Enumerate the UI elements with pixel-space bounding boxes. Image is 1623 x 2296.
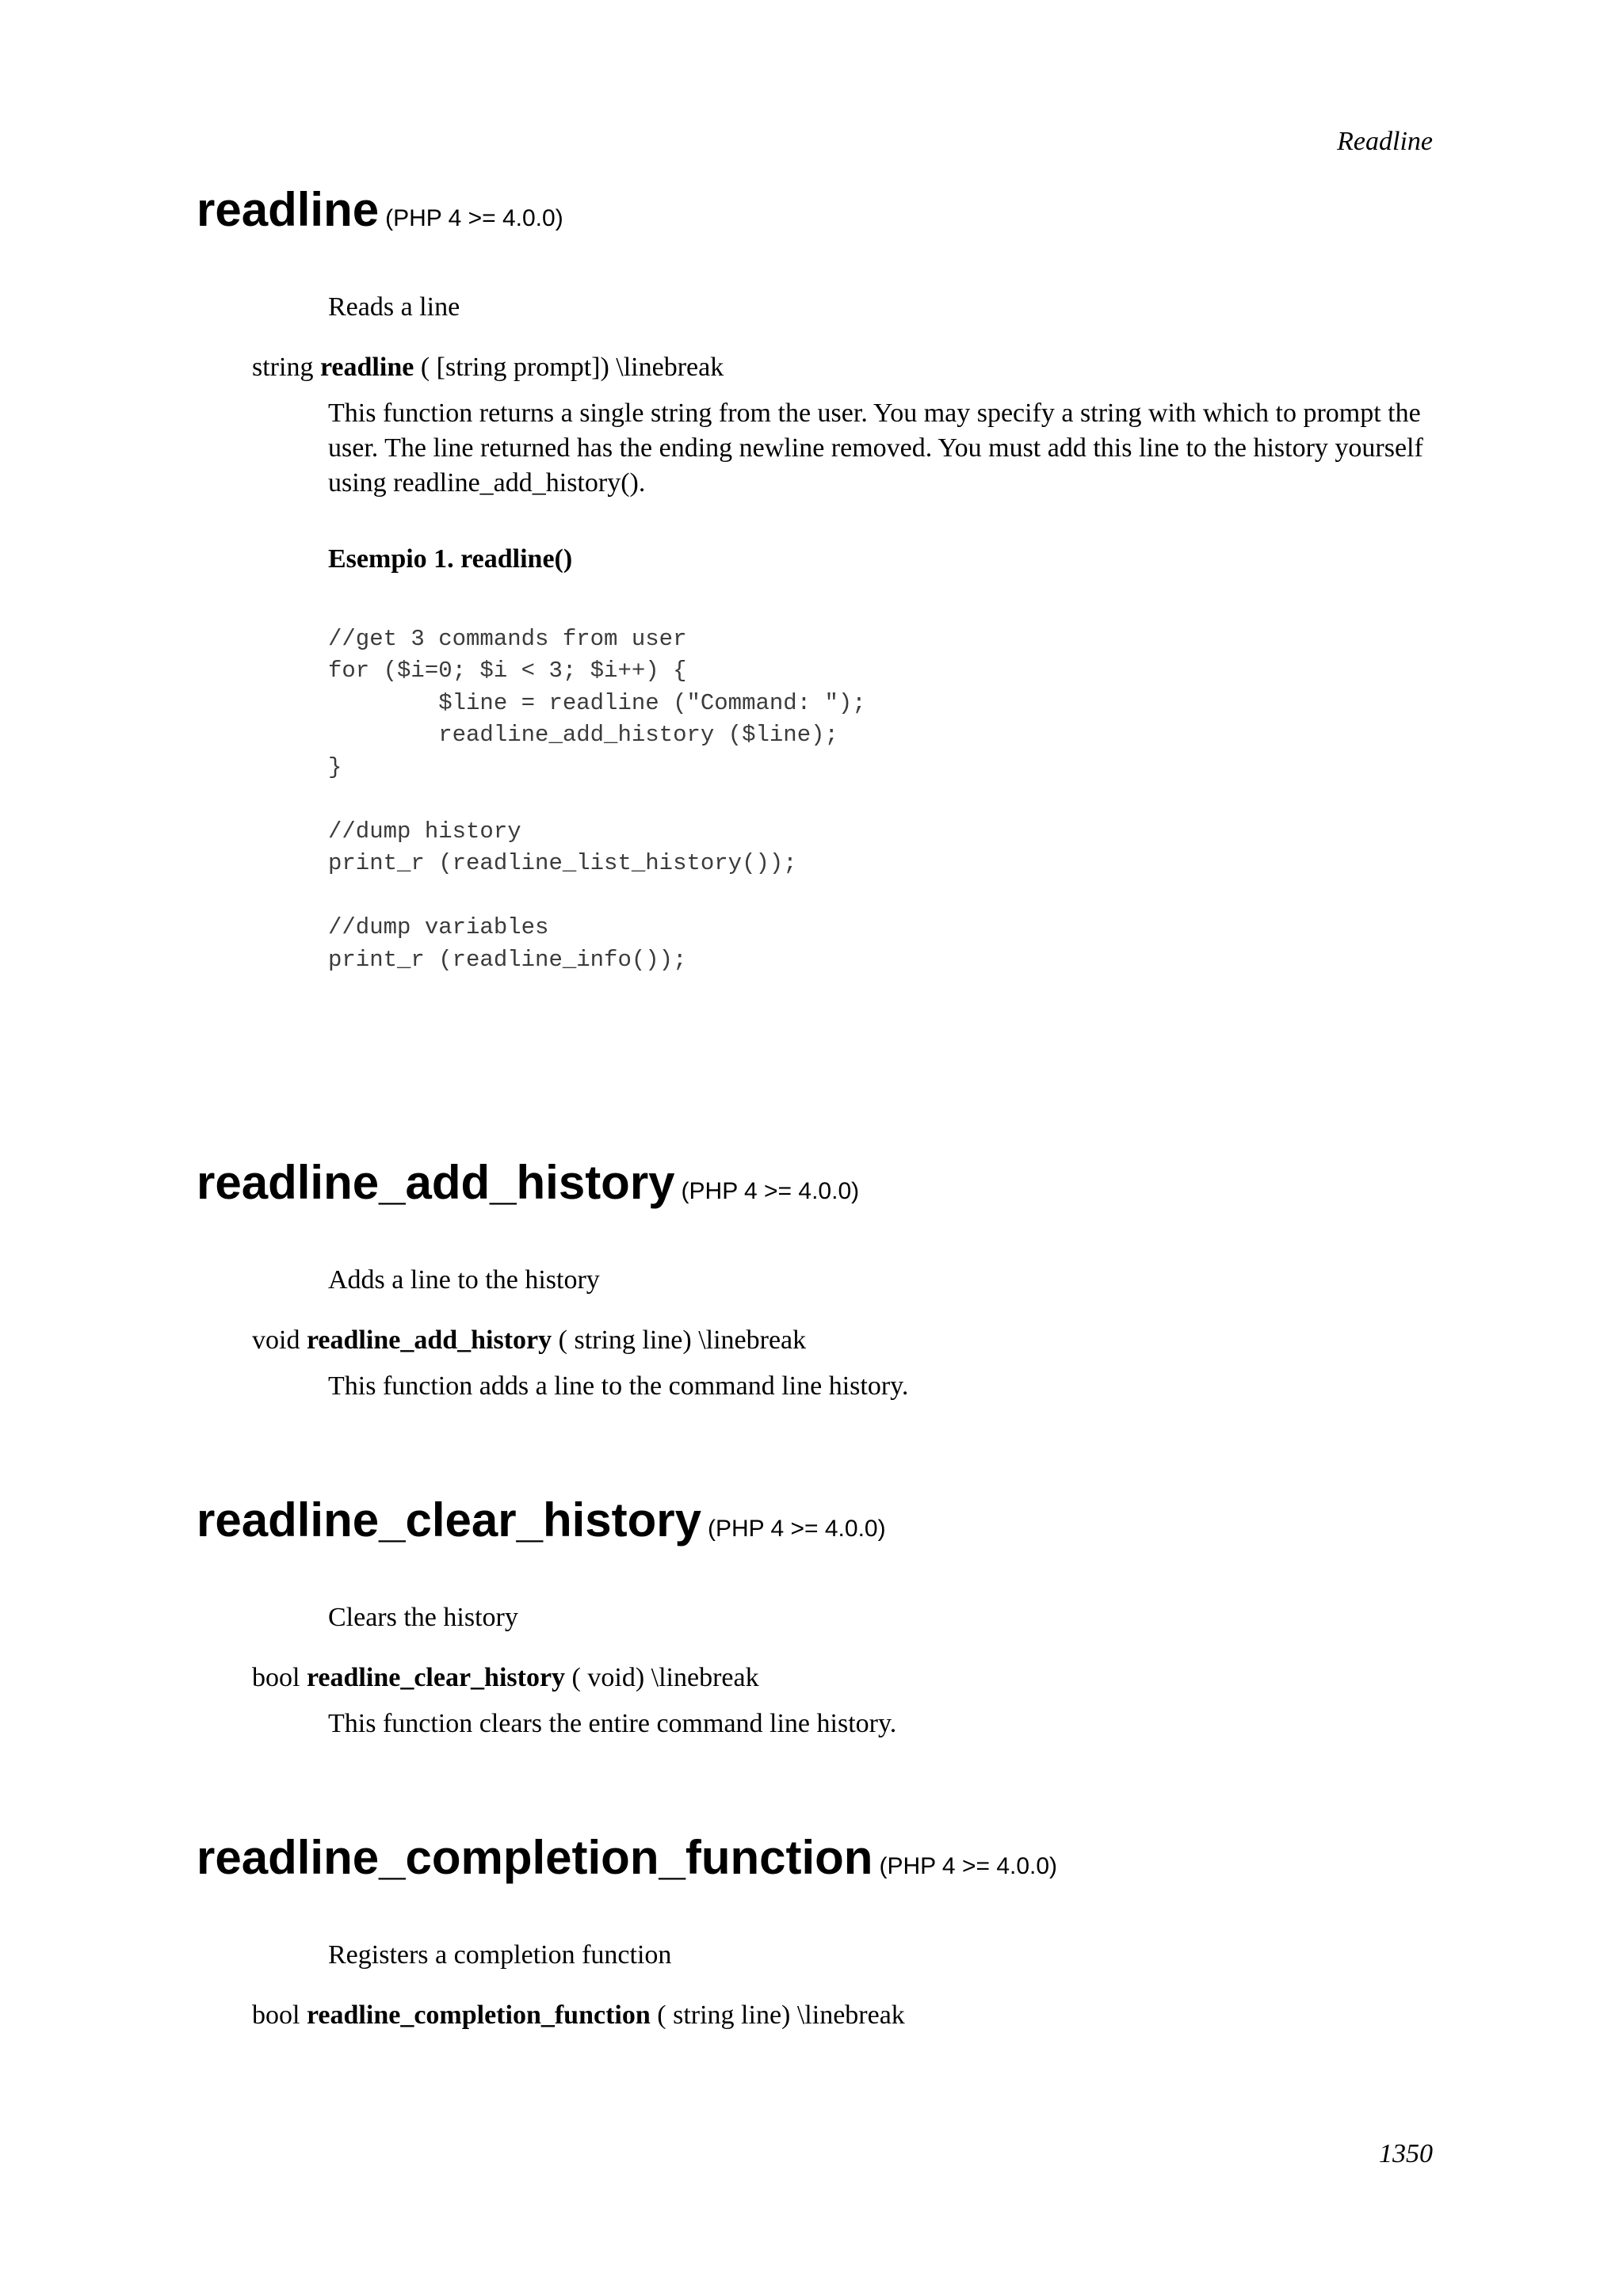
code-line bbox=[328, 880, 1433, 913]
page-number: 1350 bbox=[1379, 2139, 1433, 2168]
entry-readline-clear-history bbox=[197, 1494, 1433, 1741]
code-line: //dump variables bbox=[328, 914, 549, 941]
entry-description: This function returns a single string from the user. You may specify a string with which to prompt the user. The line returned has the ending newline removed. You must add this line to the history yourself using readline_add_history(). bbox=[328, 399, 1423, 498]
function-params: ( void) \linebreak bbox=[571, 1663, 759, 1693]
entry-readline bbox=[197, 184, 1433, 976]
entry-heading bbox=[197, 1494, 1433, 1547]
entry-heading bbox=[197, 1157, 1433, 1209]
function-name: readline_add_history bbox=[306, 1325, 552, 1356]
example-title: Esempio 1. readline() bbox=[328, 544, 573, 574]
function-name: readline_clear_history bbox=[306, 1663, 566, 1693]
entry-version: (PHP 4 >= 4.0.0) bbox=[708, 1516, 886, 1542]
entry-readline-completion-function bbox=[197, 1832, 1433, 2033]
entry-title: readline bbox=[197, 183, 380, 236]
entry-title: readline_completion_function bbox=[197, 1831, 873, 1884]
code-line: print_r (readline_info()); bbox=[328, 946, 687, 973]
entry-purpose: Registers a completion function bbox=[328, 1940, 672, 1970]
code-line bbox=[328, 784, 1433, 816]
entry-purpose: Reads a line bbox=[328, 292, 460, 322]
entry-purpose: Adds a line to the history bbox=[328, 1265, 600, 1295]
entry-heading bbox=[197, 1832, 1433, 1884]
return-type: bool bbox=[252, 1663, 300, 1693]
entry-purpose: Clears the history bbox=[328, 1603, 518, 1632]
function-params: ( string line) \linebreak bbox=[657, 2000, 905, 2031]
code-line: print_r (readline_list_history()); bbox=[328, 850, 797, 877]
entry-heading bbox=[197, 184, 1433, 236]
entry-title: readline_add_history bbox=[197, 1156, 675, 1209]
return-type: bool bbox=[252, 2000, 300, 2031]
running-head: Readline bbox=[1337, 127, 1433, 156]
entry-description: This function adds a line to the command line history. bbox=[328, 1371, 909, 1402]
code-line: //get 3 commands from user bbox=[328, 625, 687, 652]
return-type: void bbox=[252, 1325, 300, 1356]
entry-version: (PHP 4 >= 4.0.0) bbox=[681, 1178, 860, 1204]
entry-description: This function clears the entire command line history. bbox=[328, 1709, 897, 1739]
entry-title: readline_clear_history bbox=[197, 1493, 702, 1547]
function-params: ( string line) \linebreak bbox=[558, 1325, 807, 1356]
return-type: string bbox=[252, 353, 314, 383]
entry-readline-add-history bbox=[197, 1157, 1433, 1404]
function-name: readline bbox=[319, 353, 414, 383]
code-line: for ($i=0; $i < 3; $i++) { bbox=[328, 658, 687, 685]
function-signature bbox=[252, 1323, 1433, 1358]
code-line: $line = readline ("Command: "); bbox=[328, 689, 866, 716]
code-line: readline_add_history ($line); bbox=[328, 722, 838, 749]
function-signature bbox=[252, 350, 1433, 385]
function-params: ( [string prompt]) \linebreak bbox=[420, 353, 724, 383]
function-signature bbox=[252, 1998, 1433, 2033]
code-line: } bbox=[328, 753, 342, 780]
function-signature bbox=[252, 1661, 1433, 1695]
code-example bbox=[328, 624, 1433, 977]
entry-version: (PHP 4 >= 4.0.0) bbox=[385, 205, 563, 231]
entry-version: (PHP 4 >= 4.0.0) bbox=[879, 1853, 1058, 1879]
code-line: //dump history bbox=[328, 818, 521, 845]
function-name: readline_completion_function bbox=[306, 2000, 651, 2031]
